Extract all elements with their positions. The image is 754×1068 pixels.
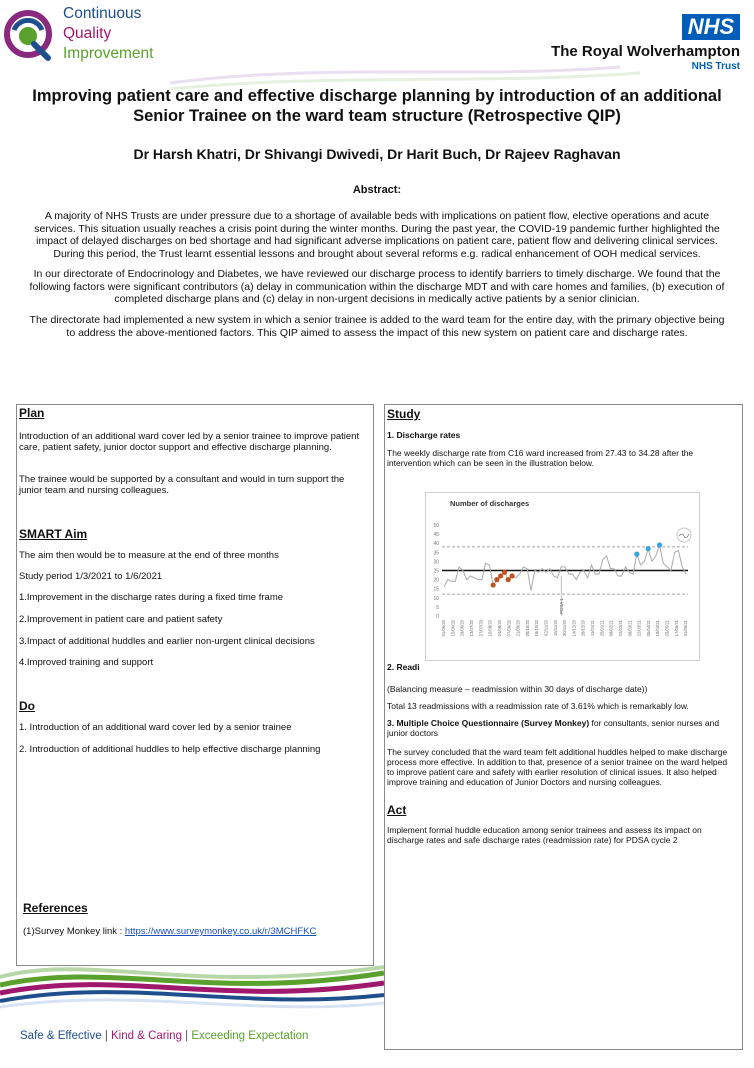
y-tick-label: 15 (433, 586, 439, 593)
y-tick-label: 30 (433, 559, 439, 566)
x-tick-label: 03/05/21 (664, 620, 670, 637)
x-tick-label: 14/12/20 (571, 620, 577, 637)
discharges-series-line (444, 545, 686, 591)
references-heading: References (23, 901, 88, 915)
questionnaire-heading (387, 718, 735, 738)
abstract-paragraph-3: The directorate had implemented a new system in which a senior trainee is added to the ward team for the entire day, with the primary objective being to address the above-mentioned factors. This QIP aimed to assess the impact of this new system on patient care and discharge rates. (29, 314, 725, 339)
y-tick-label: 45 (433, 532, 439, 539)
y-tick-label: 50 (433, 523, 439, 529)
plan-paragraph-1: Introduction of an additional ward cover led by a senior trainee to improve patient care, patient safety, junior doctor support and effective discharge planning. (19, 431, 360, 453)
x-tick-label: 11/01/21 (590, 620, 596, 636)
smart-aim-item: 2.Improvement in patient care and patient safety (19, 614, 223, 625)
value-safe-effective: Safe & Effective (20, 1030, 102, 1042)
x-tick-label: 21/09/20 (515, 620, 521, 637)
x-tick-label: 19/10/20 (534, 620, 540, 637)
y-tick-label: 0 (436, 614, 439, 620)
x-tick-label: 08/02/21 (608, 620, 614, 637)
do-heading: Do (19, 699, 35, 713)
value-kind-caring: Kind & Caring (111, 1030, 182, 1042)
abstract-heading: Abstract: (352, 184, 402, 196)
highlighted-data-point (509, 573, 514, 578)
reference-prefix: (1)Survey Monkey link : (23, 926, 125, 937)
y-tick-label: 5 (436, 604, 439, 611)
questionnaire-title: 3. Multiple Choice Questionnaire (Survey Monkey) (387, 718, 590, 728)
smart-aim-item: 4.Improved training and support (19, 657, 154, 668)
x-tick-label: 05/10/20 (524, 620, 530, 637)
discharge-rates-heading: 1. Discharge rates (387, 430, 461, 440)
value-exceeding-expectation: Exceeding Expectation (191, 1030, 309, 1042)
highlighted-data-point (646, 546, 651, 551)
highlighted-data-point (657, 542, 662, 547)
cqi-line-continuous: Continuous (63, 5, 142, 22)
nhs-logo: NHS (682, 14, 740, 40)
smart-aim-item: The aim then would be to measure at the end of three months (19, 550, 279, 561)
x-tick-label: 13/07/20 (469, 620, 475, 637)
chart-title: Number of discharges (450, 499, 530, 508)
readmission-heading: 2. Readi (387, 662, 420, 672)
chart-plot (426, 493, 699, 660)
readmission-note: (Balancing measure – readmission within 30 days of discharge date)) (387, 684, 648, 694)
y-tick-label: 35 (433, 550, 439, 557)
discharge-rates-text: The weekly discharge rate from C16 ward increased from 27.43 to 34.28 after the intervention which can be seen in the illustration below. (387, 448, 694, 468)
y-tick-label: 20 (433, 577, 439, 584)
readmission-text: Total 13 readmissions with a readmission rate of 3.61% which is remarkably low. (387, 701, 689, 711)
footer-ribbon (0, 955, 384, 1068)
y-tick-label: 25 (433, 568, 439, 575)
x-tick-label: 07/09/20 (506, 620, 512, 637)
y-tick-label: 40 (433, 541, 439, 548)
highlighted-data-point (634, 552, 639, 557)
footer-separator: | (181, 1030, 192, 1042)
smart-aim-item: 1.Improvement in the discharge rates during a fixed time frame (19, 592, 284, 603)
x-tick-label: 19/04/21 (655, 620, 661, 637)
questionnaire-audience: for consultants, senior nurses and junior doctors (387, 718, 720, 738)
x-tick-label: 30/11/20 (562, 620, 568, 636)
trust-name: The Royal Wolverhampton (551, 43, 740, 60)
pdsa-annotation: PDSA 1 (559, 598, 565, 614)
highlighted-data-point (498, 573, 503, 578)
highlighted-data-point (491, 582, 496, 587)
x-tick-label: 16/11/20 (552, 620, 558, 636)
x-tick-label: 15/06/20 (450, 620, 456, 637)
plan-paragraph-2: The trainee would be supported by a consultant and would in turn support the junior team and nursing colleagues. (19, 474, 345, 496)
questionnaire-text: The survey concluded that the ward team felt additional huddles helped to make discharge process more effective. In addition to that, presence of a senior trainee on the ward helped to improve patient care and safety with earlier resolution of clinical issues. It also helped improve training and education of Junior Doctors and nursing colleagues. (387, 747, 728, 787)
cqi-line-improvement: Improvement (63, 45, 154, 62)
x-tick-label: 05/04/21 (645, 620, 651, 637)
trust-subtitle: NHS Trust (691, 61, 740, 72)
x-tick-label: 24/08/20 (496, 620, 502, 637)
highlighted-data-point (502, 570, 507, 575)
authors: Dr Harsh Khatri, Dr Shivangi Dwivedi, Dr Harit Buch, Dr Rajeev Raghavan (133, 146, 621, 162)
x-tick-label: 17/05/21 (673, 620, 679, 637)
do-item: 1. Introduction of an additional ward cover led by a senior trainee (19, 722, 292, 733)
x-tick-label: 28/12/20 (580, 620, 586, 637)
footer-separator: | (101, 1030, 112, 1042)
survey-monkey-link[interactable]: https://www.surveymonkey.co.uk/r/3MCHFKC (124, 926, 317, 937)
smart-aim-item: 3.Impact of additional huddles and earlier non-urgent clinical decisions (19, 636, 315, 647)
reference-item (23, 926, 316, 937)
smart-aim-heading: SMART Aim (19, 527, 88, 541)
study-heading: Study (387, 407, 421, 421)
abstract-paragraph-2: In our directorate of Endocrinology and Diabetes, we have reviewed our discharge process to identify barriers to timely discharge. We found that the following factors were significant contributors (a) delay in communication within the discharge MDT and with care homes and families, (b) execution of completed discharge plans and (c) delay in non-urgent decisions in medically active patients by a senior clinician. (29, 268, 725, 305)
x-tick-label: 29/06/20 (459, 620, 465, 637)
x-tick-label: 22/03/21 (636, 620, 642, 637)
x-tick-label: 22/02/21 (617, 620, 623, 637)
discharges-chart (425, 492, 700, 661)
x-tick-label: 31/05/21 (683, 620, 689, 637)
x-tick-label: 01/06/20 (441, 620, 447, 637)
act-heading: Act (387, 803, 407, 817)
x-tick-label: 27/07/20 (478, 620, 484, 637)
footer-values (20, 1030, 308, 1042)
x-tick-label: 08/03/21 (627, 620, 633, 637)
cqi-line-quality: Quality (63, 25, 112, 42)
do-item: 2. Introduction of additional huddles to help effective discharge planning (19, 744, 321, 755)
highlighted-data-point (494, 577, 499, 582)
x-tick-label: 25/01/21 (599, 620, 605, 637)
x-tick-label: 02/11/20 (543, 620, 549, 636)
smart-aim-item: Study period 1/3/2021 to 1/6/2021 (19, 571, 163, 582)
abstract-paragraph-1: A majority of NHS Trusts are under pressure due to a shortage of available beds with implications on patient flow, elective operations and acute services. This situation usually reaches a crisis point during the winter months. During the past year, the COVID-19 pandemic further highlighted the impact of delayed discharges on bed shortage and had significant adverse implications on patient care, patient flow and delivering clinical services. During this period, the Trust learnt essential lessons and brought about several reforms e.g. radical enhancement of OOH medical services. (34, 210, 720, 260)
poster-title: Improving patient care and effective discharge planning by introduction of an additional Senior Trainee on the ward team structure (Retrospective QIP) (32, 87, 722, 125)
x-tick-label: 10/08/20 (487, 620, 493, 637)
act-text: Implement formal huddle education among senior trainees and assess its impact on discharge rates and safe discharge rates (readmission rate) for PDSA cycle 2 (387, 825, 702, 845)
plan-heading: Plan (19, 406, 45, 420)
y-tick-label: 10 (433, 595, 439, 602)
highlighted-data-point (506, 577, 511, 582)
